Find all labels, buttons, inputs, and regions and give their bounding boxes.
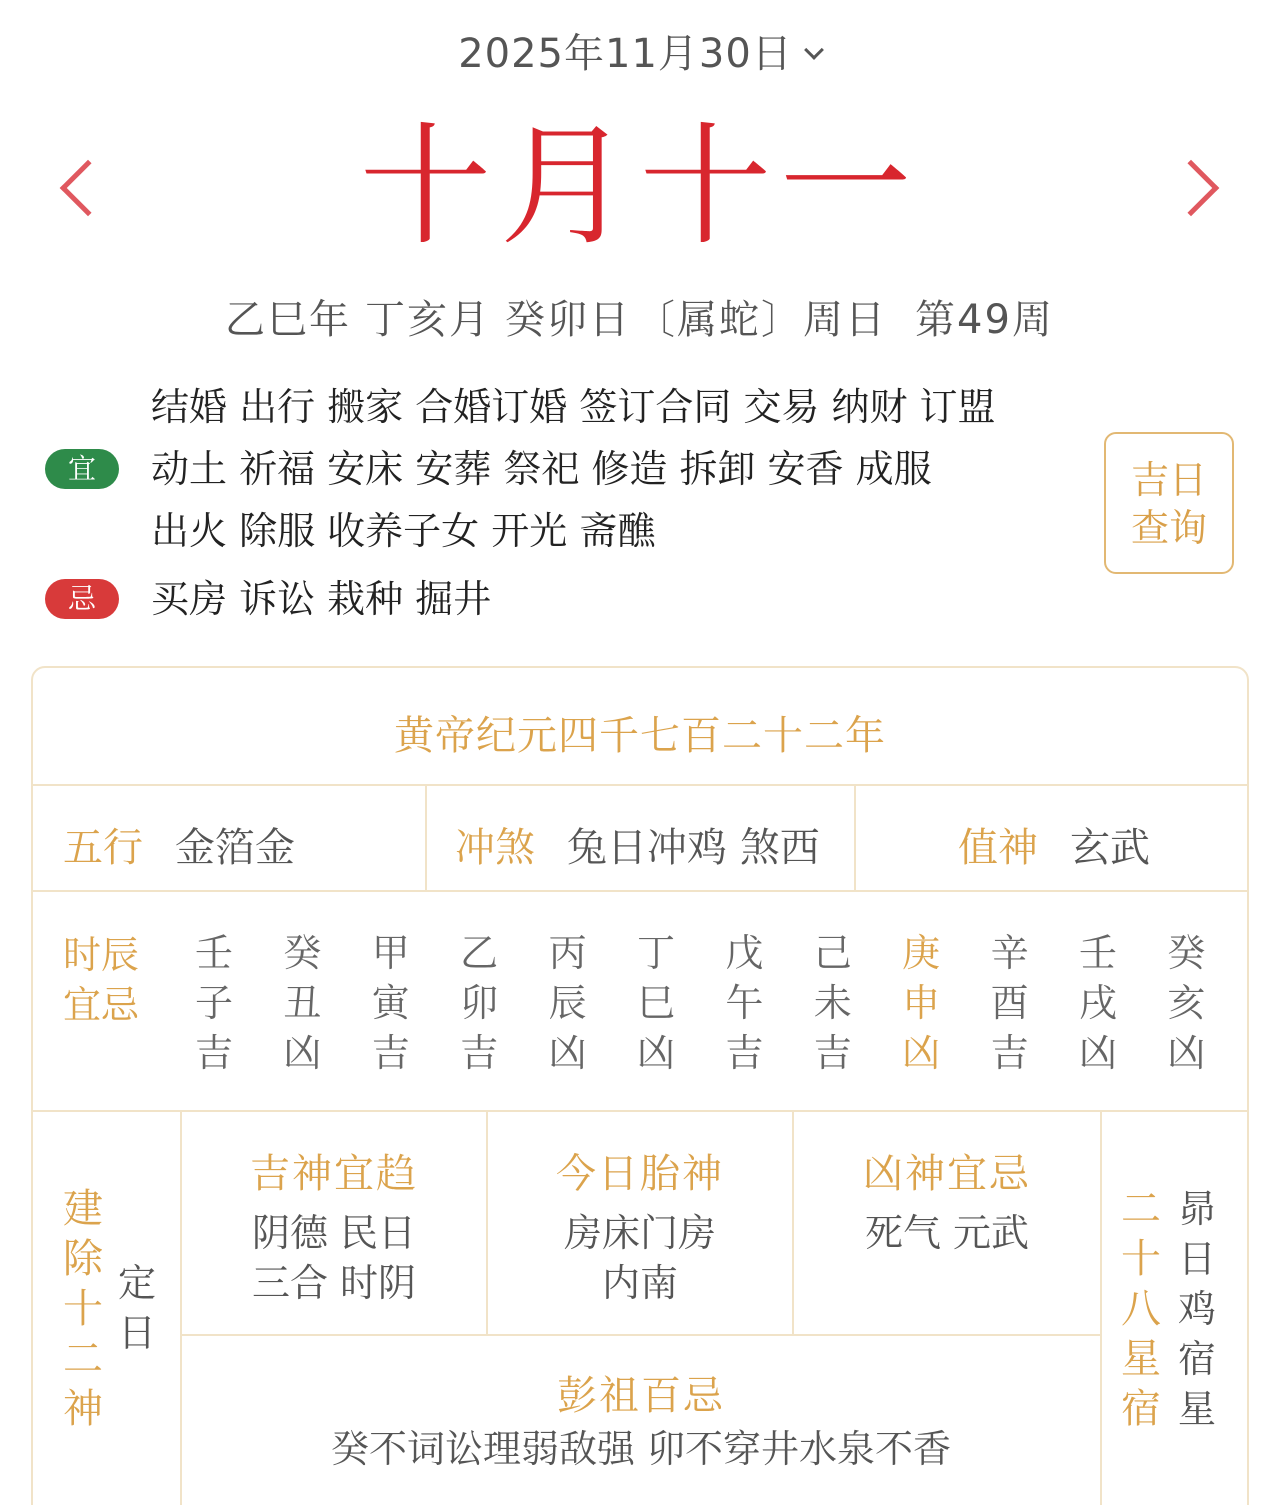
shichen-hour-9 <box>988 928 1032 1078</box>
shichen-luck: 吉 <box>194 1031 233 1075</box>
shichen-label-2: 宜忌 <box>63 983 140 1027</box>
shichen-luck: 凶 <box>283 1031 322 1075</box>
shichen-hour-2 <box>369 928 413 1078</box>
shichen-zhi: 午 <box>725 981 764 1025</box>
xingxiu-value-char: 日 <box>1177 1237 1216 1281</box>
taishen-line-2: 内南 <box>601 1261 678 1305</box>
ganzhi-month: 丁亥月 <box>365 297 492 343</box>
jianchu-char: 除 <box>63 1236 103 1282</box>
shichen-luck: 凶 <box>902 1031 941 1075</box>
shichen-gan: 丙 <box>548 931 587 975</box>
xingxiu-char: 宿 <box>1121 1386 1161 1432</box>
shichen-gan: 癸 <box>1167 931 1206 975</box>
shichen-hour-8 <box>899 928 943 1078</box>
ganzhi-day: 癸卯日 <box>505 297 632 343</box>
taishen-title: 今日胎神 <box>556 1151 724 1197</box>
shichen-luck: 吉 <box>813 1031 852 1075</box>
xingxiu-value-char: 昴 <box>1177 1187 1216 1231</box>
zodiac-weekday: 〔属蛇〕周日 <box>635 297 888 343</box>
jishen-title: 吉神宜趋 <box>250 1151 418 1197</box>
lunar-date: 十月十一 <box>359 110 920 264</box>
xiongshen-title: 凶神宜忌 <box>863 1151 1031 1197</box>
shichen-zhi: 巳 <box>636 981 675 1025</box>
yi-badge: 宜 <box>45 449 119 489</box>
shichen-hour-11 <box>1164 928 1208 1078</box>
zhishen-label: 值神 <box>958 825 1038 871</box>
shichen-hour-0 <box>192 928 236 1078</box>
shichen-hour-5 <box>634 928 678 1078</box>
ji-badge: 忌 <box>45 579 119 619</box>
jishen-line-2: 三合 时阴 <box>251 1261 417 1305</box>
shichen-gan: 癸 <box>283 931 322 975</box>
ganzhi-line <box>0 288 1279 345</box>
shichen-luck: 凶 <box>548 1031 587 1075</box>
jianchu-value <box>115 1258 159 1358</box>
pengzu-text: 癸不词讼理弱敌强 卯不穿井水泉不香 <box>330 1427 952 1471</box>
week-number: 第49周 <box>915 297 1054 343</box>
shichen-luck: 吉 <box>371 1031 410 1075</box>
chongsha-label: 冲煞 <box>455 825 535 871</box>
huangdi-era: 黄帝纪元四千七百二十二年 <box>394 713 886 759</box>
xingxiu-char: 八 <box>1121 1286 1161 1332</box>
zhishen-value: 玄武 <box>1070 825 1150 871</box>
shichen-gan: 乙 <box>460 931 499 975</box>
shichen-zhi: 未 <box>813 981 852 1025</box>
yi-line-1: 结婚 出行 搬家 合婚订婚 签订合同 交易 纳财 订盟 <box>151 385 996 429</box>
date-picker[interactable] <box>0 22 1279 79</box>
jianchu-char: 建 <box>63 1186 103 1232</box>
chongsha-value: 兔日冲鸡 煞西 <box>567 825 820 871</box>
shichen-gan: 庚 <box>902 931 941 975</box>
chevron-down-icon <box>804 40 824 60</box>
auspicious-day-label-1: 吉日 <box>1130 458 1207 502</box>
shichen-gan: 壬 <box>194 931 233 975</box>
taishen-line-1: 房床门房 <box>563 1211 716 1255</box>
taishen-body <box>488 1208 792 1308</box>
xingxiu-value-char: 宿 <box>1177 1337 1216 1381</box>
auspicious-day-search-button[interactable] <box>1104 432 1234 574</box>
shichen-zhi: 亥 <box>1167 981 1206 1025</box>
yi-line-3: 出火 除服 收养子女 开光 斋醮 <box>151 509 656 553</box>
shichen-gan: 戊 <box>725 931 764 975</box>
shichen-zhi: 戌 <box>1078 981 1117 1025</box>
xingxiu-char: 二 <box>1121 1186 1161 1232</box>
shichen-hour-10 <box>1076 928 1120 1078</box>
jianchu-char: 神 <box>63 1386 103 1432</box>
shichen-zhi: 卯 <box>460 981 499 1025</box>
wuxing-label: 五行 <box>63 825 143 871</box>
xingxiu-value <box>1175 1184 1219 1434</box>
jianchu-char: 十 <box>63 1286 103 1332</box>
shichen-hour-3 <box>457 928 501 1078</box>
jishen-line-1: 阴德 民日 <box>251 1211 417 1255</box>
shichen-gan: 辛 <box>990 931 1029 975</box>
yi-section <box>45 376 1085 566</box>
wuxing-value: 金箔金 <box>175 825 295 871</box>
shichen-gan: 壬 <box>1078 931 1117 975</box>
xingxiu-char: 十 <box>1121 1236 1161 1282</box>
shichen-luck: 凶 <box>1078 1031 1117 1075</box>
shichen-zhi: 辰 <box>548 981 587 1025</box>
shichen-zhi: 子 <box>194 981 233 1025</box>
xiongshen-body <box>794 1208 1100 1258</box>
shichen-luck: 吉 <box>990 1031 1029 1075</box>
jianchu-value-char: 日 <box>117 1311 156 1355</box>
shichen-zhi: 丑 <box>283 981 322 1025</box>
jianchu-char: 二 <box>63 1336 103 1382</box>
shichen-gan: 己 <box>813 931 852 975</box>
xingxiu-value-char: 鸡 <box>1177 1287 1216 1331</box>
yi-line-2: 动土 祈福 安床 安葬 祭祀 修造 拆卸 安香 成服 <box>151 447 932 491</box>
shichen-hour-1 <box>280 928 324 1078</box>
shichen-hour-4 <box>546 928 590 1078</box>
shichen-label <box>63 930 147 1030</box>
ji-section <box>45 568 1085 630</box>
xingxiu-label <box>1119 1184 1163 1434</box>
shichen-zhi: 申 <box>902 981 941 1025</box>
shichen-hour-7 <box>811 928 855 1078</box>
xingxiu-char: 星 <box>1121 1336 1161 1382</box>
shichen-zhi: 寅 <box>371 981 410 1025</box>
date-text: 2025年11月30日 <box>458 31 793 77</box>
xingxiu-value-char: 星 <box>1177 1387 1216 1431</box>
xiongshen-line-1: 死气 元武 <box>864 1211 1030 1255</box>
almanac-panel <box>31 666 1249 1505</box>
shichen-zhi: 酉 <box>990 981 1029 1025</box>
shichen-label-1: 时辰 <box>63 933 140 977</box>
auspicious-day-label-2: 查询 <box>1130 506 1207 550</box>
pengzu-title: 彭祖百忌 <box>557 1373 725 1419</box>
jianchu-value-char: 定 <box>117 1261 156 1305</box>
shichen-luck: 吉 <box>725 1031 764 1075</box>
ganzhi-year: 乙巳年 <box>225 297 352 343</box>
shichen-gan: 丁 <box>636 931 675 975</box>
shichen-hour-6 <box>722 928 766 1078</box>
jishen-body <box>182 1208 486 1308</box>
ji-list: 买房 诉讼 栽种 掘井 <box>151 577 492 621</box>
shichen-gan: 甲 <box>371 931 410 975</box>
jianchu-label <box>61 1184 105 1434</box>
shichen-luck: 吉 <box>460 1031 499 1075</box>
shichen-luck: 凶 <box>636 1031 675 1075</box>
yi-list <box>151 376 996 562</box>
shichen-luck: 凶 <box>1167 1031 1206 1075</box>
